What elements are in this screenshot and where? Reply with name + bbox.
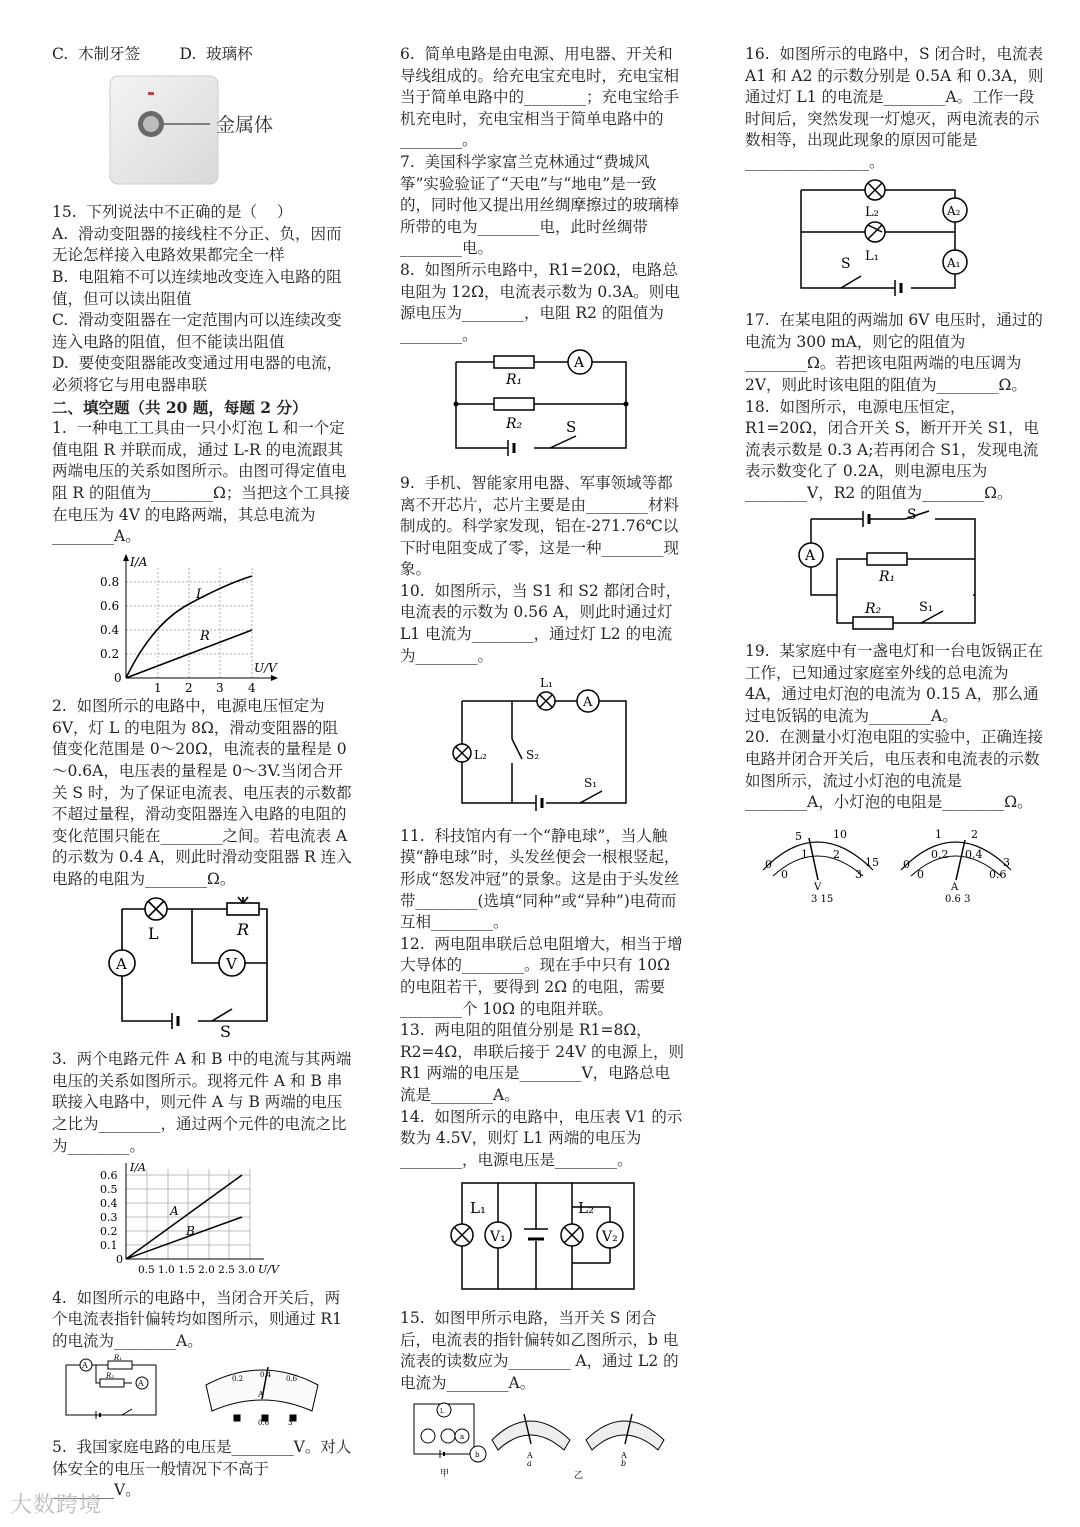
svg-text:U/V: U/V xyxy=(254,660,277,675)
line-b xyxy=(126,1217,242,1259)
svg-text:0.6: 0.6 xyxy=(258,1418,270,1427)
fill-q13: 13. 两电阻的阻值分别是 R1=8Ω，R2=4Ω，串联后接于 24V 的电源上，则 R1 两端的电压是________V，电路总电流是________A。 xyxy=(400,1021,689,1104)
svg-text:0.6: 0.6 xyxy=(989,867,1007,881)
svg-text:2: 2 xyxy=(833,847,840,861)
svg-text:0: 0 xyxy=(781,867,788,881)
fill-q14: 14. 如图所示的电路中，电压表 V1 的示数为 4.5V，则灯 L1 两端的电压为________，电源电压是________。 xyxy=(400,1107,683,1169)
fill-q3: 3. 两个电路元件 A 和 B 中的电流与其两端电压的关系如图所示。现将元件 A 和 B 串联接入电路中，则元件 A 与 B 两端的电压之比为________，通过两个元件的电流之比为________。 xyxy=(52,1050,352,1155)
svg-text:0.3: 0.3 xyxy=(100,1211,118,1225)
svg-text:甲: 甲 xyxy=(440,1469,450,1480)
svg-text:V: V xyxy=(814,881,822,893)
svg-text:3: 3 xyxy=(1003,855,1010,869)
svg-text:0.6: 0.6 xyxy=(100,598,120,613)
svg-text:S: S xyxy=(566,418,577,437)
fill-q7: 7. 美国科学家富兰克林通过“费城风筝”实验验证了“天电”与“地电”是一致的，同时他又提出用丝绸摩擦过的玻璃棒所带的电为________电，此时丝绸带________电。 xyxy=(400,152,680,258)
svg-text:b: b xyxy=(621,1459,627,1469)
svg-text:V: V xyxy=(226,954,237,973)
svg-text:1: 1 xyxy=(801,847,808,861)
circuit-q14 xyxy=(400,1177,685,1302)
svg-text:1: 1 xyxy=(154,680,162,695)
q15-option-a: A. 滑动变阻器的接线柱不分正、负，因而无论怎样接入电路效果都完全一样 xyxy=(52,224,342,265)
svg-text:L: L xyxy=(440,1408,444,1416)
svg-text:S₂: S₂ xyxy=(526,748,540,763)
svg-text:I/A: I/A xyxy=(130,1161,146,1175)
fill-q15: 15. 如图甲所示电路，当开关 S 闭合后，电流表的指针偏转如乙图所示，b 电流表的读数应为________ A，通过 L2 的电流为________A。 xyxy=(400,1308,679,1392)
svg-text:A: A xyxy=(951,881,959,893)
fill-q5: 5. 我国家庭电路的电压是________V。对人体安全的电压一般情况下不高于________V。 xyxy=(52,1438,352,1500)
svg-text:S: S xyxy=(907,506,917,523)
svg-text:0.5 1.0 1.5 2.0 2.5 3.0: 0.5 1.0 1.5 2.0 2.5 3.0 xyxy=(138,1264,255,1277)
circuit-q10 xyxy=(400,673,685,820)
svg-text:0.2: 0.2 xyxy=(931,847,949,861)
svg-text:0.1: 0.1 xyxy=(100,1239,118,1253)
svg-text:3: 3 xyxy=(288,1418,293,1427)
fill-q8: 8. 如图所示电路中，R1=20Ω，电路总电阻为 12Ω，电流表示数为 0.3A。则电源电压为________，电阻 R2 的阻值为________。 xyxy=(400,260,680,344)
svg-text:0: 0 xyxy=(114,670,122,685)
meters-q20 xyxy=(745,820,1045,913)
svg-text:S: S xyxy=(841,255,851,272)
svg-text:10: 10 xyxy=(833,827,847,841)
svg-text:3: 3 xyxy=(216,680,224,695)
svg-text:0.6: 0.6 xyxy=(286,1374,298,1383)
switch-photo xyxy=(52,72,352,197)
fill-q18: 18. 如图所示，电源电压恒定，R1=20Ω，闭合开关 S，断开开关 S1，电流表示数是 0.3 A;若再闭合 S1，发现电流表示数变化了 0.2A，则电源电压为________V，R2 的阻值为________Ω。 xyxy=(745,397,1040,502)
svg-text:0.2: 0.2 xyxy=(100,1225,118,1239)
svg-text:R₂: R₂ xyxy=(106,1371,115,1380)
svg-text:A: A xyxy=(621,1451,627,1461)
svg-text:A: A xyxy=(138,1378,144,1388)
svg-text:S₁: S₁ xyxy=(919,599,934,615)
svg-text:乙: 乙 xyxy=(574,1471,584,1482)
svg-text:L₂: L₂ xyxy=(865,204,879,220)
fill-q6: 6. 简单电路是由电源、用电器、开关和导线组成的。给充电宝充电时，充电宝相当于简单电路中的________；充电宝给手机充电时，充电宝相当于简单电路中的________。 xyxy=(400,45,680,150)
fill-q12: 12. 两电阻串联后总电阻增大，相当于增大导体的________。现在手中只有 10Ω 的电阻若干，要得到 2Ω 的电阻，需要________个 10Ω 的电阻并联。 xyxy=(400,934,683,1018)
circuit-q16 xyxy=(745,180,1045,305)
svg-text:V₁: V₁ xyxy=(490,1229,506,1246)
svg-text:L₁: L₁ xyxy=(865,248,879,264)
svg-text:0: 0 xyxy=(903,857,910,871)
svg-text:b: b xyxy=(475,1451,480,1460)
svg-text:0.6: 0.6 xyxy=(100,1169,118,1183)
curve-l xyxy=(126,576,252,678)
svg-text:A: A xyxy=(258,1389,264,1399)
column-2 xyxy=(400,44,689,1495)
graph-l-r xyxy=(52,554,352,695)
column-3 xyxy=(745,44,1048,918)
svg-text:0.6 3: 0.6 3 xyxy=(945,893,971,905)
svg-text:4: 4 xyxy=(248,680,256,695)
svg-text:A₂: A₂ xyxy=(947,203,961,218)
q15-option-b: B. 电阻箱不可以连续地改变连入电路的阻值，但可以读出阻值 xyxy=(52,267,342,308)
fill-q20: 20. 在测量小灯泡电阻的实验中，正确连接电路并闭合开关后，电压表和电流表的示数如图所示，流过小灯泡的电流是________A，小灯泡的电阻是________Ω。 xyxy=(745,728,1044,812)
circuit-q8 xyxy=(400,352,685,467)
fill-q11: 11. 科技馆内有一个“静电球”，当人触摸“静电球”时，头发丝便会一根根竖起，形成“怒发冲冠”的景象。这是由于头发丝带________(选填“同种”或“异种”)电荷而互相________。 xyxy=(400,826,680,932)
svg-text:0.2: 0.2 xyxy=(232,1374,244,1383)
svg-text:A: A xyxy=(583,695,593,711)
svg-text:3 15: 3 15 xyxy=(811,893,834,905)
svg-text:2: 2 xyxy=(971,827,978,841)
svg-text:B: B xyxy=(186,1224,195,1239)
svg-text:V₂: V₂ xyxy=(602,1229,618,1246)
svg-text:A₁: A₁ xyxy=(947,255,961,270)
svg-text:S₁: S₁ xyxy=(584,776,598,791)
q15-option-d: D. 要使变阻器能改变通过用电器的电流，必须将它与用电器串联 xyxy=(52,354,343,394)
svg-text:3: 3 xyxy=(855,867,862,881)
svg-text:0.4: 0.4 xyxy=(260,1370,272,1379)
circuit-q4 xyxy=(52,1353,352,1432)
svg-text:R₁: R₁ xyxy=(506,372,523,389)
svg-text:R: R xyxy=(237,919,250,939)
column-1 xyxy=(52,44,352,1502)
circuit-q2 xyxy=(52,897,352,1044)
graph-a-b xyxy=(52,1163,352,1282)
svg-text:L: L xyxy=(196,586,205,602)
svg-text:R₁: R₁ xyxy=(114,1353,123,1362)
svg-text:a: a xyxy=(527,1459,532,1469)
svg-text:A: A xyxy=(527,1451,533,1461)
svg-text:0.5: 0.5 xyxy=(100,1183,118,1197)
fill-q17: 17. 在某电阻的两端加 6V 电压时，通过的电流为 300 mA，则它的阻值为________Ω。若把该电阻两端的电压调为 2V，则此时该电阻的阻值为________Ω。 xyxy=(745,311,1043,394)
svg-text:L₁: L₁ xyxy=(540,676,553,691)
svg-text:0.4: 0.4 xyxy=(100,1197,118,1211)
svg-text:L₂: L₂ xyxy=(578,1199,594,1218)
svg-text:U/V: U/V xyxy=(258,1263,279,1277)
svg-text:L₁: L₁ xyxy=(470,1199,486,1218)
svg-text:0.4: 0.4 xyxy=(965,847,983,861)
svg-text:a: a xyxy=(460,1433,465,1442)
fill-q19: 19. 某家庭中有一盏电灯和一台电饭锅正在工作，已知通过家庭室外线的总电流为 4A，通过电灯泡的电流为 0.15 A，那么通过电饭锅的电流为________A。 xyxy=(745,642,1044,725)
svg-text:R₂: R₂ xyxy=(865,600,882,617)
fill-q4: 4. 如图所示的电路中，当闭合开关后，两个电流表指针偏转均如图所示，则通过 R1 的电流为________A。 xyxy=(52,1288,347,1350)
section-heading: 二、填空题（共 20 题，每题 2 分） xyxy=(52,397,308,417)
svg-text:5: 5 xyxy=(795,829,802,843)
fill-q9: 9. 手机、智能家用电器、军事领域等都离不开芯片，芯片主要是由________材料制成的。科学家发现，铝在-271.76℃以下时电阻变成了零，这是一种________现象。 xyxy=(400,473,680,579)
svg-text:L₂: L₂ xyxy=(474,748,487,763)
metal-label: 金属体 xyxy=(216,113,274,136)
svg-text:0.8: 0.8 xyxy=(100,574,120,589)
q15-stem: 15. 下列说法中不正确的是（ ） xyxy=(52,203,293,222)
circuit-meters-q15 xyxy=(400,1400,685,1489)
svg-text:0: 0 xyxy=(116,1253,123,1267)
svg-text:1: 1 xyxy=(935,827,942,841)
fill-q10: 10. 如图所示，当 S1 和 S2 都闭合时，电流表的示数为 0.56 A，则此时通过灯 L1 电流为________，通过灯 L2 的电流为________。 xyxy=(400,581,682,665)
svg-text:R₁: R₁ xyxy=(879,568,896,585)
circuit-q18 xyxy=(745,506,1045,636)
svg-text:A: A xyxy=(574,355,585,372)
svg-text:R₂: R₂ xyxy=(506,416,523,433)
q15-option-c: C. 滑动变阻器在一定范围内可以连续改变连入电路的阻值，但不能读出阻值 xyxy=(52,311,342,351)
svg-text:S: S xyxy=(220,1021,231,1041)
svg-text:15: 15 xyxy=(865,855,879,869)
fill-q16: 16. 如图所示的电路中，S 闭合时，电流表 A1 和 A2 的示数分别是 0.5A 和 0.3A，则通过灯 L1 的电流是________A。工作一段时间后，突然发现一灯熄灭，两电流表的示数相等，出现此现象的原因可能是________________。 xyxy=(745,45,1048,171)
q14-options: C. 木制牙签 D. 玻璃杯 xyxy=(52,45,253,63)
svg-text:0.2: 0.2 xyxy=(100,646,120,661)
svg-text:A: A xyxy=(82,1360,88,1370)
svg-text:R: R xyxy=(200,628,210,644)
svg-text:A: A xyxy=(805,547,816,564)
svg-text:A: A xyxy=(170,1204,179,1219)
svg-text:A: A xyxy=(116,954,127,973)
svg-text:L: L xyxy=(148,923,159,943)
svg-text:2: 2 xyxy=(185,680,193,695)
svg-text:0: 0 xyxy=(917,867,924,881)
fill-q2: 2. 如图所示的电路中，电源电压恒定为 6V，灯 L 的电阻为 8Ω，滑动变阻器的阻值变化范围是 0～20Ω，电流表的量程是 0～0.6A，电压表的量程是 0～3V.当闭合开关 S 时，为了保证电流表、电压表的示数都不超过量程，滑动变阻器连入电路的电阻的变化范围只能在________之间。若电流表 A 的示数为 0.4 A，则此时滑动变阻器 R 连入电路的电阻为________Ω。 xyxy=(52,697,353,889)
watermark: 大数跨境 xyxy=(10,1493,103,1518)
svg-text:0.4: 0.4 xyxy=(100,622,120,637)
fill-q1: 1. 一种电工工具由一只小灯泡 L 和一个定值电阻 R 并联而成，通过 L-R 的电流跟其两端电压的关系如图所示。由图可得定值电阻 R 的阻值为________Ω；当把这个工具接在电压为 4V 的电路两端，其总电流为________A。 xyxy=(52,419,350,546)
svg-text:0: 0 xyxy=(765,857,772,871)
svg-text:I/A: I/A xyxy=(130,554,148,569)
